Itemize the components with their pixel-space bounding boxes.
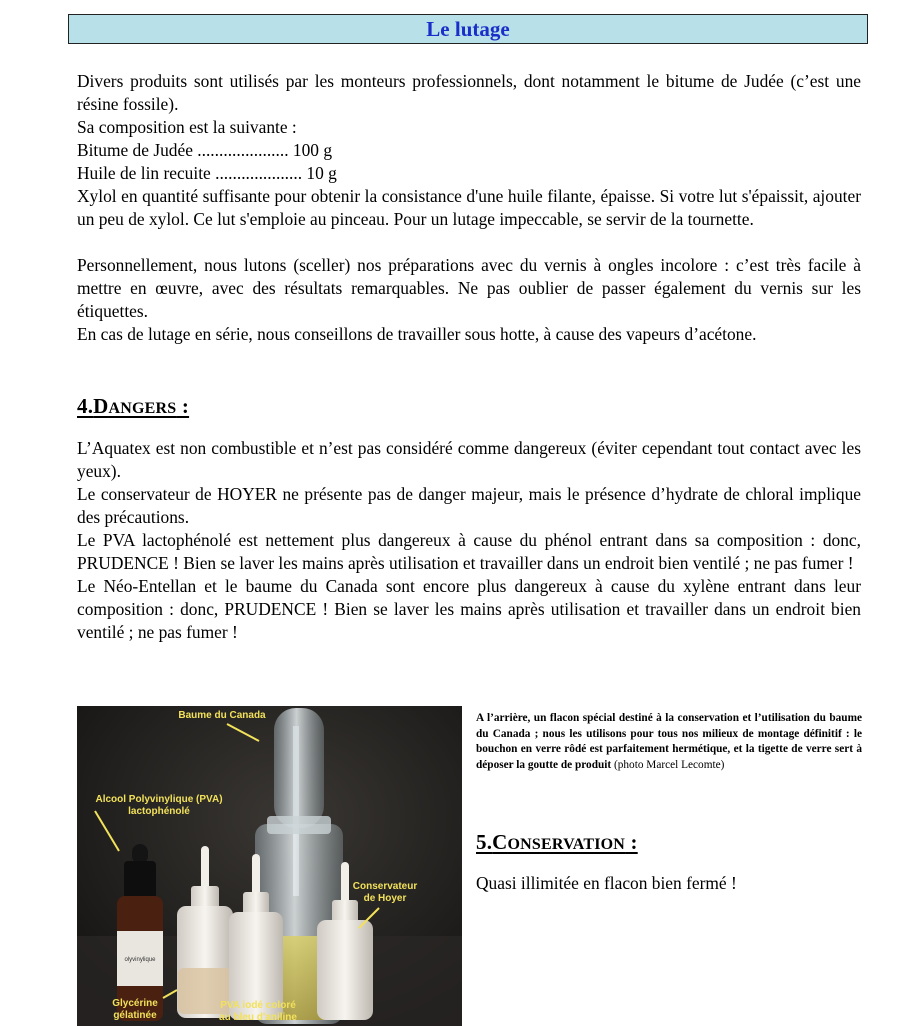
label-baume: Baume du Canada <box>178 710 266 721</box>
label-glycerine-line1: Glycérine <box>112 998 158 1009</box>
page-title: Le lutage <box>68 14 868 44</box>
lutage-paragraph-vernis: Personnellement, nous lutons (sceller) nos préparations avec du vernis à ongles incolore : c’est très facile à mettre en œuvre, avec des résultats remarquables. Ne pas oublier de passer également du vernis sur les étiquettes. <box>77 255 861 321</box>
svg-text:olyvinylique: olyvinylique <box>124 957 156 963</box>
lutage-paragraph-serie: En cas de lutage en série, nous conseillons de travailler sous hotte, à cause des vapeurs d’acétone. <box>77 324 757 344</box>
conservation-text: Quasi illimitée en flacon bien fermé ! <box>476 873 737 893</box>
lutage-composition-label: Sa composition est la suivante : <box>77 117 297 137</box>
photo-caption: A l’arrière, un flacon spécial destiné à la conservation et l’utilisation du baume du Canada ; nous les utilisons pour tous nos milieux de montage définitif : le bouchon en verre rôdé est parfaitement hermétique, et la tigette de verre sert à déposer la goutte de produit (photo Marcel Lecomte) <box>476 712 862 771</box>
dangers-paragraph-hoyer: Le conservateur de HOYER ne présente pas de danger majeur, mais le présence d’hydrate de chloral implique des précautions. <box>77 484 861 527</box>
dangers-section <box>77 437 861 644</box>
lutage-paragraph-intro: Divers produits sont utilisés par les monteurs professionnels, dont notamment le bitume de Judée (c’est une résine fossile). <box>77 71 861 114</box>
dangers-paragraph-entellan: Le Néo-Entellan et le baume du Canada sont encore plus dangereux à cause du xylène entrant dans leur composition : donc, PRUDENCE ! Bien se laver les mains après utilisation et travailler dans un endroit bien ventilé ; ne pas fumer ! <box>77 576 861 642</box>
label-pva-line2: lactophénolé <box>128 806 190 817</box>
dangers-heading: 4.DANGERS : <box>77 394 190 418</box>
label-glycerine-line2: gélatinée <box>113 1010 157 1021</box>
label-pva-iode-line2: au bleu d'aniline <box>219 1012 297 1023</box>
lutage-ingredient-huile: Huile de lin recuite .................... 10 g <box>77 163 337 183</box>
label-pva-line1: Alcool Polyvinylique (PVA) <box>95 794 223 805</box>
lutage-paragraph-xylol: Xylol en quantité suffisante pour obtenir la consistance d'une huile filante, épaisse. Si votre lut s'épaissit, ajouter un peu de xylol. Ce lut s'emploie au pinceau. Pour un lutage impeccable, se servir de la tournette. <box>77 186 861 229</box>
dangers-paragraph-aquatex: L’Aquatex est non combustible et n’est pas considéré comme dangereux (éviter cependant tout contact avec les yeux). <box>77 438 861 481</box>
lutage-section <box>77 70 861 346</box>
label-hoyer-line1: Conservateur <box>352 881 418 892</box>
conservation-heading: 5.CONSERVATION : <box>476 830 638 854</box>
label-hoyer-line2: de Hoyer <box>363 893 407 904</box>
mounting-media-photo <box>77 706 462 1026</box>
lutage-ingredient-bitume: Bitume de Judée ..................... 100 g <box>77 140 333 160</box>
dangers-paragraph-pva: Le PVA lactophénolé est nettement plus dangereux à cause du phénol entrant dans sa composition : donc, PRUDENCE ! Bien se laver les mains après utilisation et travailler dans un endroit bien ventilé ; ne pas fumer ! <box>77 530 861 573</box>
label-pva-iode-line1: PVA iodé coloré <box>220 1000 296 1011</box>
